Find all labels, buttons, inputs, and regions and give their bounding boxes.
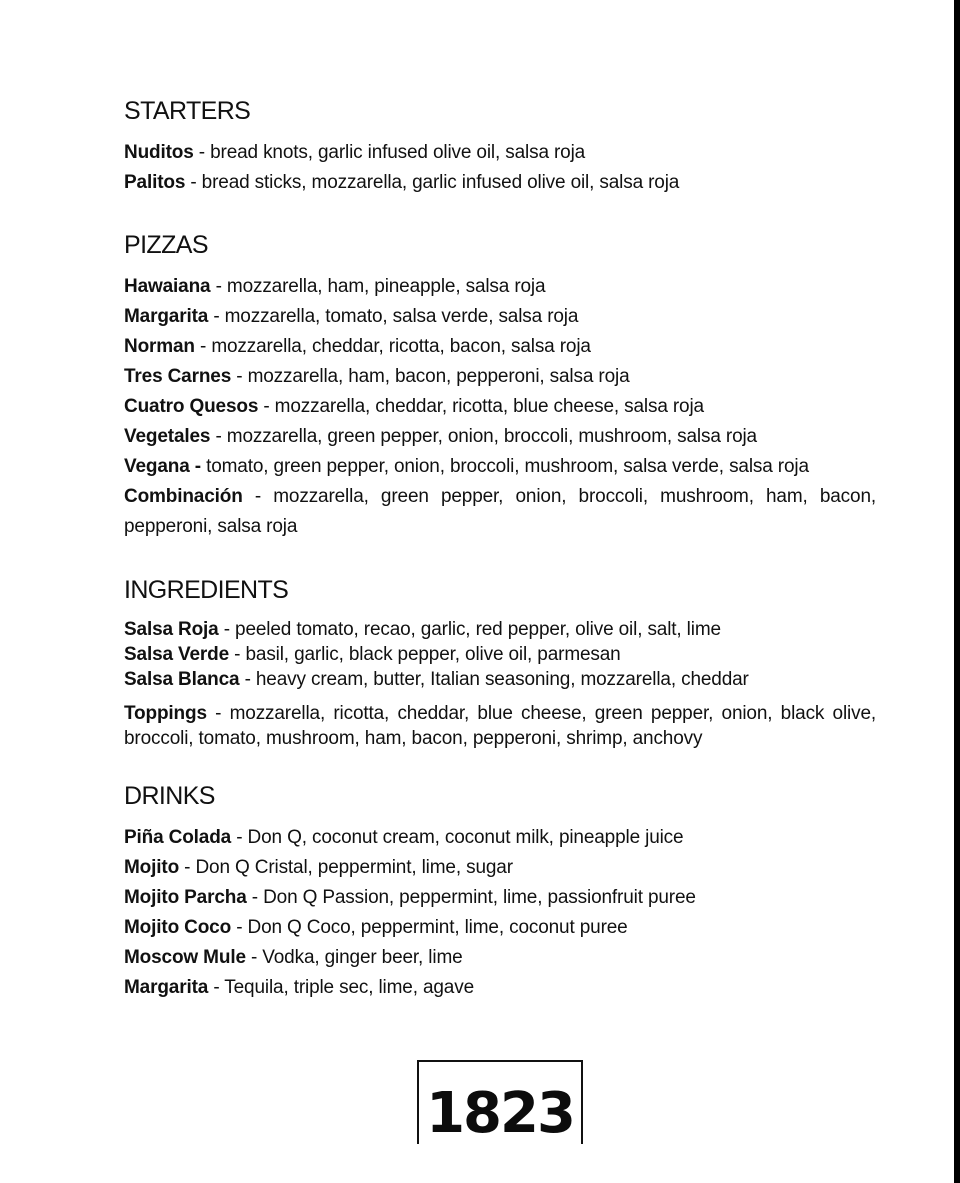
menu-item-nuditos <box>124 138 876 168</box>
item-description: - bread knots, garlic infused olive oil, salsa roja <box>193 142 586 163</box>
menu-item-salsa-verde <box>124 642 876 667</box>
item-description: - peeled tomato, recao, garlic, red pepper, olive oil, salt, lime <box>218 619 721 640</box>
item-name: Margarita <box>124 306 209 327</box>
item-name: Tres Carnes <box>124 366 232 387</box>
menu-item-vegetales <box>124 422 876 452</box>
section-heading-ingredients: INGREDIENTS <box>124 576 289 604</box>
item-name: Mojito Coco <box>124 917 232 938</box>
section-starters <box>124 96 876 198</box>
item-name: Combinación <box>124 486 243 507</box>
item-name: Vegetales <box>124 426 211 447</box>
item-description: - mozzarella, green pepper, onion, broccoli, mushroom, ham, bacon, pepperoni, salsa roja <box>124 486 876 537</box>
menu-item-cuatro-quesos <box>124 392 876 422</box>
item-description: - Vodka, ginger beer, lime <box>245 947 463 968</box>
item-description: - Don Q Cristal, peppermint, lime, sugar <box>179 857 513 878</box>
item-description: - mozzarella, cheddar, ricotta, bacon, salsa roja <box>194 336 591 357</box>
item-name: Palitos <box>124 172 186 193</box>
menu-item-margarita-drink <box>124 973 876 1003</box>
item-description: - bread sticks, mozzarella, garlic infused olive oil, salsa roja <box>185 172 680 193</box>
section-ingredients <box>124 575 876 751</box>
menu-item-mojito-parcha <box>124 883 876 913</box>
section-heading-pizzas: PIZZAS <box>124 231 208 259</box>
item-description: - mozzarella, ricotta, cheddar, blue cheese, green pepper, onion, black olive, broccoli, tomato, mushroom, ham, bacon, pepperoni, shrimp, anchovy <box>124 703 876 749</box>
item-description: - Tequila, triple sec, lime, agave <box>208 977 474 998</box>
item-description: - heavy cream, butter, Italian seasoning, mozzarella, cheddar <box>239 669 749 690</box>
menu-item-palitos <box>124 168 876 198</box>
item-description: - mozzarella, ham, pineapple, salsa roja <box>210 276 546 297</box>
menu-item-mojito-coco <box>124 913 876 943</box>
item-name: Norman <box>124 336 195 357</box>
item-name: Moscow Mule <box>124 947 246 968</box>
menu-item-pina-colada <box>124 823 876 853</box>
menu-item-hawaiana <box>124 272 876 302</box>
item-name: Mojito <box>124 857 180 878</box>
section-heading-drinks: DRINKS <box>124 782 215 810</box>
menu-item-tres-carnes <box>124 362 876 392</box>
page-edge-border <box>954 0 960 1183</box>
item-name: Cuatro Quesos <box>124 396 259 417</box>
item-name: Margarita <box>124 977 209 998</box>
item-name: Salsa Roja <box>124 619 219 640</box>
item-name: Vegana - <box>124 456 201 477</box>
menu-item-moscow-mule <box>124 943 876 973</box>
item-description: - Don Q, coconut cream, coconut milk, pineapple juice <box>231 827 684 848</box>
section-drinks <box>124 781 876 1003</box>
menu-item-margarita-pizza <box>124 302 876 332</box>
logo-text: 1823 <box>426 1081 574 1146</box>
menu-item-toppings <box>124 701 876 751</box>
item-description: - mozzarella, tomato, salsa verde, salsa roja <box>208 306 579 327</box>
section-pizzas <box>124 230 876 542</box>
menu-item-combinacion <box>124 482 876 542</box>
item-name: Toppings <box>124 703 207 724</box>
item-name: Hawaiana <box>124 276 211 297</box>
item-name: Salsa Verde <box>124 644 230 665</box>
item-description: - Don Q Passion, peppermint, lime, passionfruit puree <box>246 887 696 908</box>
item-description: - mozzarella, green pepper, onion, broccoli, mushroom, salsa roja <box>210 426 757 447</box>
item-description: - Don Q Coco, peppermint, lime, coconut puree <box>231 917 628 938</box>
item-description: - mozzarella, ham, bacon, pepperoni, salsa roja <box>231 366 630 387</box>
menu-item-salsa-roja <box>124 617 876 642</box>
item-description: - basil, garlic, black pepper, olive oil, parmesan <box>229 644 621 665</box>
item-name: Nuditos <box>124 142 194 163</box>
item-description: tomato, green pepper, onion, broccoli, mushroom, salsa verde, salsa roja <box>200 456 809 477</box>
menu-item-norman <box>124 332 876 362</box>
logo-1823 <box>417 1060 583 1144</box>
menu-item-vegana <box>124 452 876 482</box>
section-heading-starters: STARTERS <box>124 97 251 125</box>
item-name: Piña Colada <box>124 827 232 848</box>
item-name: Mojito Parcha <box>124 887 247 908</box>
item-name: Salsa Blanca <box>124 669 240 690</box>
item-description: - mozzarella, cheddar, ricotta, blue cheese, salsa roja <box>258 396 704 417</box>
menu-item-mojito <box>124 853 876 883</box>
menu-item-salsa-blanca <box>124 667 876 692</box>
menu-page <box>124 96 876 1033</box>
